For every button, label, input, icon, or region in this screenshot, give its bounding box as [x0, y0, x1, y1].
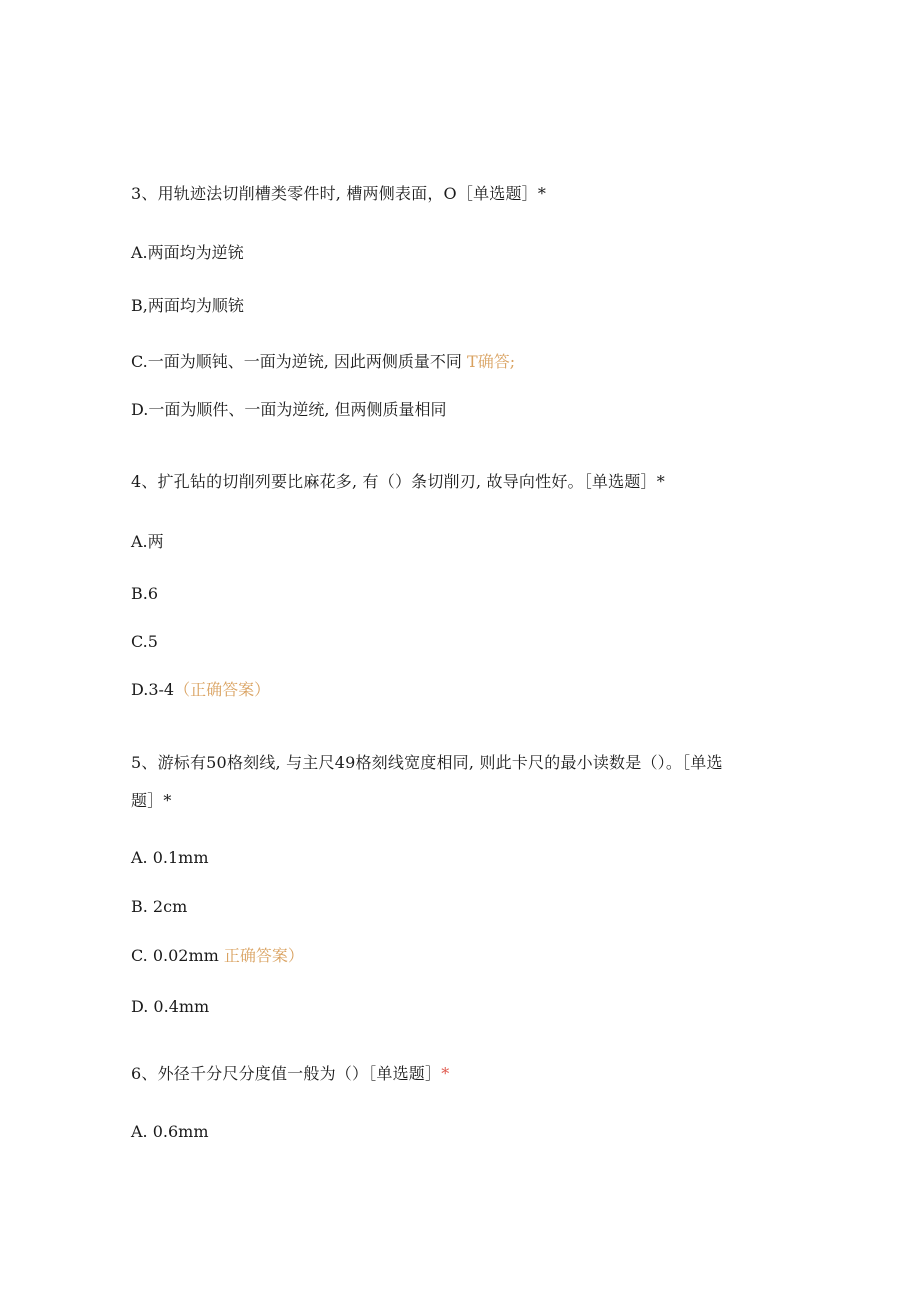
question-6-title-text: 6、外径千分尺分度值一般为（）［单选题］ — [131, 1064, 442, 1083]
question-5-option-b[interactable]: B. 2cm — [131, 897, 188, 916]
question-3-option-c[interactable] — [131, 352, 515, 372]
required-star: * — [441, 1064, 450, 1083]
question-5-option-d[interactable]: D. 0.4mm — [131, 997, 210, 1016]
question-6-title — [131, 1064, 449, 1084]
question-3-answer-note: T确答; — [467, 352, 516, 371]
question-4-option-d-text: D.3-4 — [131, 680, 175, 699]
question-3-option-a[interactable]: A.两面均为逆铳 — [131, 243, 244, 262]
question-6-option-a[interactable]: A. 0.6mm — [131, 1122, 209, 1141]
question-4-option-d[interactable] — [131, 680, 270, 700]
question-3-option-c-text: C.一面为顺钝、一面为逆铳, 因此两侧质量不同 — [131, 352, 462, 371]
question-4-option-a[interactable]: A.两 — [131, 532, 164, 551]
question-4-option-c[interactable]: C.5 — [131, 632, 158, 651]
question-5-option-c[interactable] — [131, 946, 304, 966]
question-5-answer-note: 正确答案） — [223, 946, 304, 965]
question-3-option-d[interactable]: D.一面为顺件、一面为逆统, 但两侧质量相同 — [131, 400, 447, 419]
question-4-option-b[interactable]: B.6 — [131, 584, 159, 603]
question-5-option-a[interactable]: A. 0.1mm — [131, 848, 209, 867]
question-3-title: 3、用轨迹法切削槽类零件时, 槽两侧表面，O［单选题］* — [131, 184, 547, 203]
question-4-title: 4、扩孔钻的切削列要比麻花多, 有（）条切削刃, 故导向性好。［单选题］* — [131, 472, 665, 491]
question-5-title-line-2: 题］* — [131, 791, 172, 810]
question-3-option-b[interactable]: B,两面均为顺铳 — [131, 296, 244, 315]
question-5-title-line-1: 5、游标有50格刻线, 与主尺49格刻线宽度相同, 则此卡尺的最小读数是（）。［单选 — [131, 753, 723, 772]
question-5-option-c-text: C. 0.02mm — [131, 946, 219, 965]
question-4-answer-note: （正确答案） — [174, 680, 271, 699]
